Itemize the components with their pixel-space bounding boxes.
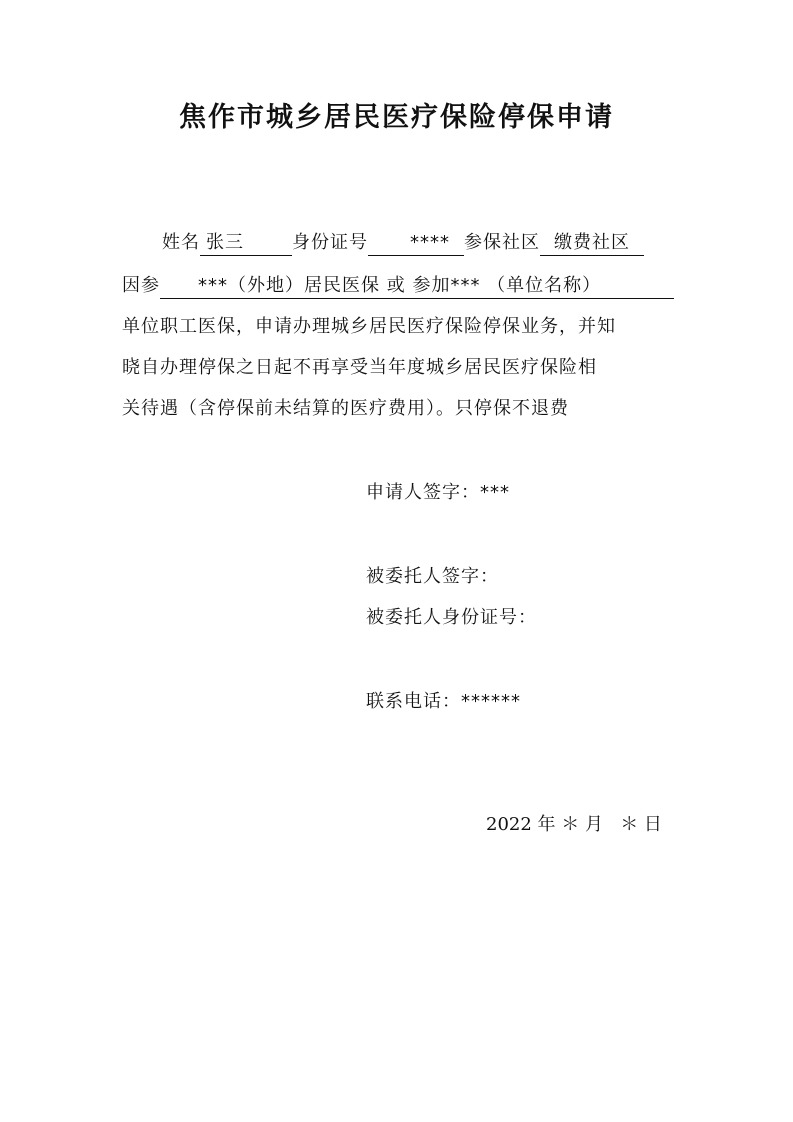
contact-phone: 联系电话：****** (366, 691, 521, 712)
insured-prefix: 因参 (122, 275, 160, 296)
document-title: 焦作市城乡居民医疗保险停保申请 (179, 102, 614, 133)
delegate-id-number: 被委托人身份证号： (366, 607, 537, 628)
date-year: 2022 (486, 814, 532, 835)
community-value: 缴费社区 (540, 231, 644, 256)
body-line-3: 关待遇（含停保前未结算的医疗费用）。只停保不退费 (122, 398, 569, 419)
delegate-signature: 被委托人签字： (366, 566, 499, 587)
date-day-unit: 日 (643, 814, 662, 835)
application-date (486, 812, 662, 838)
name-value: 张三 (200, 231, 292, 256)
body-line-2: 晓自办理停保之日起不再享受当年度城乡居民医疗保险相 (122, 357, 597, 378)
date-month-unit: 月 (585, 814, 604, 835)
body-line-1: 单位职工医保，申请办理城乡居民医疗保险停保业务，并知 (122, 316, 616, 337)
community-label: 参保社区 (464, 232, 540, 253)
name-label: 姓名 (162, 232, 200, 253)
date-day: ＊ (620, 814, 639, 835)
id-value: **** (368, 231, 464, 256)
applicant-signature: 申请人签字：*** (366, 482, 510, 503)
form-line-identity (162, 230, 644, 256)
id-label: 身份证号 (292, 232, 368, 253)
date-year-unit: 年 (537, 814, 556, 835)
insured-value: ***（外地）居民医保 或 参加*** （单位名称） (160, 274, 674, 299)
date-month: ＊ (561, 814, 580, 835)
form-line-insurance (122, 273, 674, 299)
